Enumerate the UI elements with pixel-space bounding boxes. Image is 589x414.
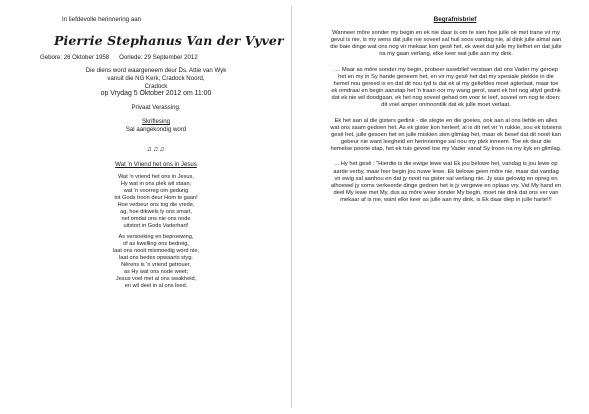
scripture-heading: Skriflesing (141, 118, 171, 126)
service-line: vanuit die NG Kerk, Cradock Noord, (107, 74, 205, 82)
letter-title: Begrafnisbrief (433, 16, 477, 23)
poem-line: As versoeking en beproewing, (118, 234, 194, 241)
service-line: Cradock (144, 82, 168, 90)
letter-paragraph: Wanneer môre sonder my begin en ek nie daar is om te sien hoe julle oë met trane vir my gevul is nie, is my wens dat julle nie soveel sal huil soos vandag nie, al dink julle almal aan die baie dinge wat ons nog vir mekaar kon gesê het, ek weet dat julle my liefhet en dat julle na my gaan verlang, elke keer wat julle aan my dink. (330, 30, 562, 58)
death-date: Oorlede: 29 September 2012 (119, 54, 198, 61)
poem-line: Wat 'n vriend het ons in Jesus, (118, 174, 194, 181)
letter-paragraph: ... Hy het gesê : "Hierdie is die ewige lewe wat Ek jou belowe het, vandag is jou lewe op aarde verby, maar hier begin jou nuwe lewe. Ek belowe geen môre nie, maar dat vandag vir ewig sal aanhou en dat jy nooit na gister sal verlang nie. Jy was gelowig en opreg en alhoewel jy soms verkeerde dinge gedoen het is jy vergewe en oplaas vry. Vat My hand en deel My lewe met My, dus as môre weer sonder My begin, moet nie dink dat ons ver van mekaar af is nie, want elke keer as julle aan my dink, is Ek daar diep in julle harte!!! (330, 161, 562, 204)
poem-line: tot Gods troon deur Hom te gaan! (114, 194, 198, 201)
service-details (56, 67, 256, 98)
music-notes-icon: ♫♫♫ (146, 146, 166, 154)
poem-line: Hoe verbeur ons tog die vrede, (117, 201, 195, 208)
poem-stanza (56, 174, 256, 229)
poem-title: Wat 'n Vriend het ons in Jesus (115, 161, 197, 169)
cremation-note: Privaat Verassing. (131, 104, 181, 112)
fold-divider (291, 6, 292, 408)
poem-line: Nêrens is 'n vriend getrouer, (121, 262, 191, 269)
poem-line: laat ons bedes opwaarts styg. (118, 255, 193, 262)
poem-line: ag, hoe dikwels ly ons smart, (120, 208, 192, 215)
poem-line: wat 'n voorreg om gedurig (123, 188, 189, 194)
poem-line: uitstort in Gods Vaderhart! (123, 222, 189, 229)
letter-paragraph: .... Maar as môre sonder my begin, probeer asseblief verstaan dat ons Vader my geroep het en my in Sy hande geneem het, en vir my gesê het dat my spesiale plekkie in die hemel nou gereed is en dat dit nou tyd is dat ek al my geliefdes moet agterlaat, maar toe ek omdraai en begin aanstap het 'n traan oor my wang gerol, want ek het nog altyd gedink dat ek nie wil doodgaan, ek het nog soveel gehad om voor te leef, soveel om nog te doen: dit voel amper onmoontlik dat ek julle moet verlaat. (331, 66, 561, 109)
service-line: Die diens word waargeneem deur Ds. Attie van Wyk (85, 67, 227, 74)
birth-date: Gebore: 26 Oktober 1958 (40, 54, 110, 61)
poem-line: Hy wat in ons plek wil staan; (120, 181, 192, 188)
life-dates (40, 54, 288, 61)
poem-line: Jesus voel met al ons swakheid, (115, 275, 197, 282)
poem-line: as Hy wat ons node weet; (123, 268, 189, 275)
poem-line: of as kwelling ons bedreig, (123, 241, 189, 248)
scripture-text: Sal aangekondig word (125, 126, 187, 134)
poem (56, 174, 256, 290)
letter-paragraph: Ek het aan al die gisters gedink - die slegte en die goeies, ook aan al ons liefde en alles wat ons saam gedoen het. As ek gister kon herleef, al is dit net vir 'n rukkie, sou ek totsiens gesê het, julle gesoen het en julle miskien sien glimlag het, maar ek besef dat dit nooit kan gebeur nie want leegheid en herinneringe sal nou my plek inneem. Toe ek deur die hemelse poorte stap, het ek tuis gevoel toe my Vader vanaf Sy troon na my kyk en glimlag. (330, 117, 562, 153)
right-panel (330, 16, 562, 204)
poem-line: laat ons nooit mismoedig word nie, (112, 248, 200, 255)
left-panel (26, 16, 288, 295)
deceased-name: Pierrie Stephanus Van der Vyver (54, 33, 284, 48)
poem-stanza (56, 234, 256, 289)
service-time: op Vrydag 5 Oktober 2012 om 11:00 (100, 90, 212, 98)
poem-line: net omdat ons nie ons node (121, 215, 191, 222)
poem-line: en wil deel in al ons leed. (124, 282, 188, 289)
memorial-heading: In liefdevolle herinnering aan (62, 16, 142, 23)
